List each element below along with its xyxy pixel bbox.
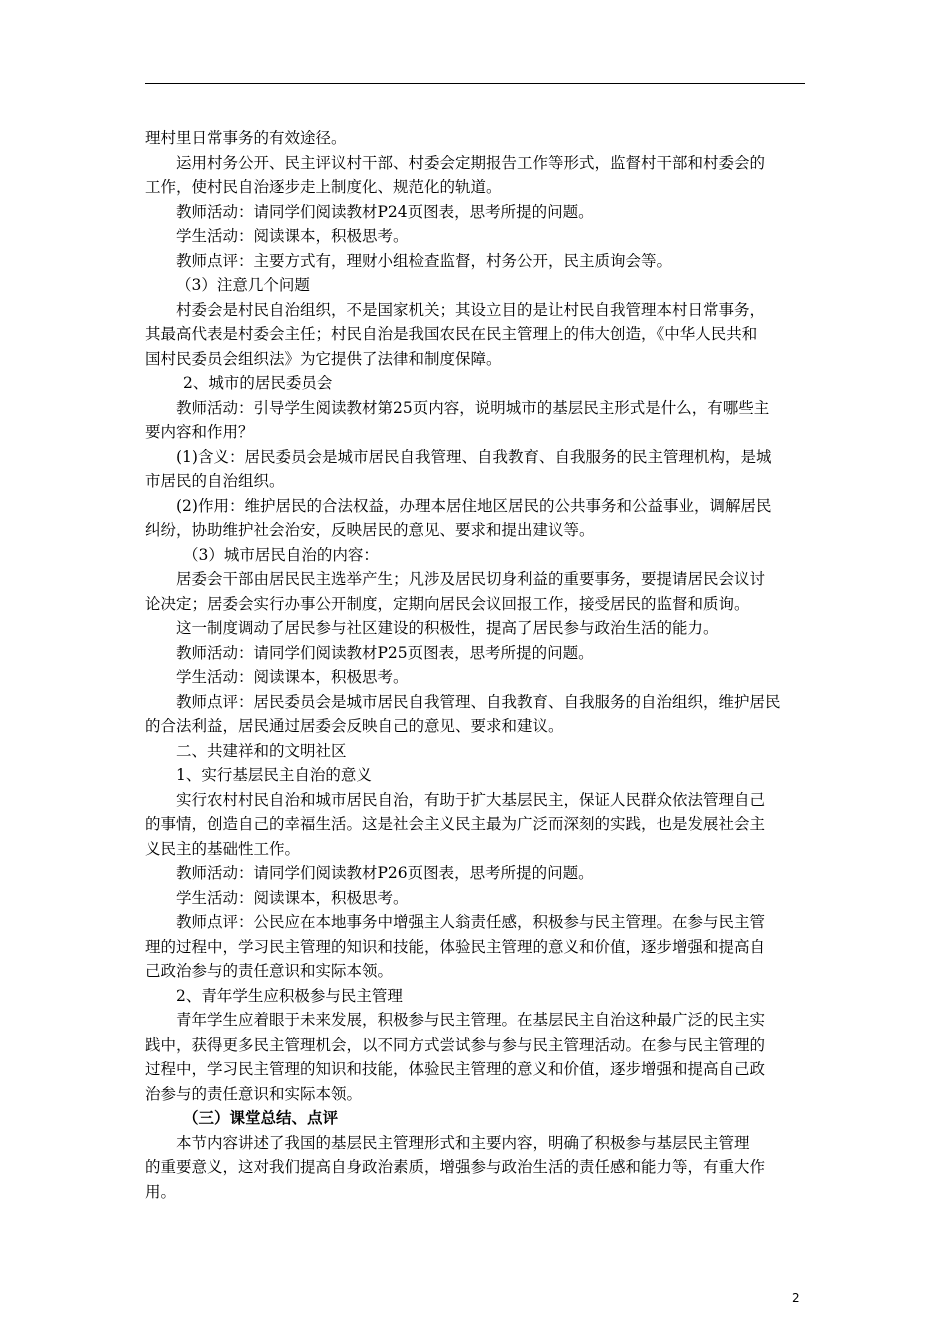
text-line: （3）城市居民自治的内容： xyxy=(183,545,379,564)
text-line: 己政治参与的责任意识和实际本领。 xyxy=(145,962,394,980)
text-line: 理村里日常事务的有效途径。 xyxy=(145,129,347,147)
text-line: 教师点评：主要方式有，理财小组检查监督，村务公开，民主质询会等。 xyxy=(176,251,673,270)
text-line: 纠纷，协助维护社会治安，反映居民的意见、要求和提出建议等。 xyxy=(145,521,595,539)
text-line: 教师活动：引导学生阅读教材第25页内容，说明城市的基层民主形式是什么，有哪些主 xyxy=(176,398,770,417)
text-line: 的事情，创造自己的幸福生活。这是社会主义民主最为广泛而深刻的实践，也是发展社会主 xyxy=(145,815,766,833)
text-line: 居委会干部由居民民主选举产生；凡涉及居民切身利益的重要事务，要提请居民会议讨 xyxy=(176,570,766,588)
text-line: 践中，获得更多民主管理机会，以不同方式尝试参与参与民主管理活动。在参与民主管理的 xyxy=(145,1035,766,1054)
page-number: 2 xyxy=(792,1291,800,1305)
text-line: 运用村务公开、民主评议村干部、村委会定期报告工作等形式，监督村干部和村委会的 xyxy=(176,153,766,172)
text-line: 论决定；居委会实行办事公开制度，定期向居民会议回报工作，接受居民的监督和质询。 xyxy=(145,594,750,613)
text-line: 教师活动：请同学们阅读教材P25页图表，思考所提的问题。 xyxy=(176,643,594,662)
header-rule xyxy=(145,83,805,84)
text-line: （3）注意几个问题 xyxy=(176,276,310,294)
text-line: 学生活动：阅读课本，积极思考。 xyxy=(176,227,409,245)
text-line: 青年学生应着眼于未来发展，积极参与民主管理。在基层民主自治这种最广泛的民主实 xyxy=(176,1011,766,1029)
section-heading: 二、共建祥和的文明社区 xyxy=(176,741,347,760)
text-line: 其最高代表是村委会主任；村民自治是我国农民在民主管理上的伟大创造，《中华人民共和 xyxy=(145,325,758,343)
section-heading: 2、青年学生应积极参与民主管理 xyxy=(176,986,403,1005)
text-line: 教师点评：公民应在本地事务中增强主人翁责任感，积极参与民主管理。在参与民主管 xyxy=(176,913,766,931)
text-line: 学生活动：阅读课本，积极思考。 xyxy=(176,668,409,686)
text-line: 本节内容讲述了我国的基层民主管理形式和主要内容，明确了积极参与基层民主管理 xyxy=(176,1133,750,1152)
section-heading: 2、城市的居民委员会 xyxy=(183,374,333,392)
text-line: 学生活动：阅读课本，积极思考。 xyxy=(176,888,409,907)
text-line: (2)作用：维护居民的合法权益，办理本居住地区居民的公共事务和公益事业，调解居民 xyxy=(176,496,772,515)
text-line: 用。 xyxy=(145,1182,177,1201)
text-line: 治参与的责任意识和实际本领。 xyxy=(145,1084,363,1103)
text-line: 工作，使村民自治逐步走上制度化、规范化的轨道。 xyxy=(145,178,502,196)
section-heading: （三）课堂总结、点评 xyxy=(183,1108,339,1127)
text-line: 国村民委员会组织法》为它提供了法律和制度保障。 xyxy=(145,349,502,368)
text-line: 过程中，学习民主管理的知识和技能，体验民主管理的意义和价值，逐步增强和提高自己政 xyxy=(145,1060,766,1078)
text-line: 教师活动：请同学们阅读教材P24页图表，思考所提的问题。 xyxy=(176,202,594,221)
section-heading: 1、实行基层民主自治的意义 xyxy=(176,766,372,784)
text-line: 实行农村村民自治和城市居民自治，有助于扩大基层民主，保证人民群众依法管理自己 xyxy=(176,790,766,809)
text-line: 要内容和作用？ xyxy=(145,423,254,441)
document-body xyxy=(145,126,805,1204)
text-line: 义民主的基础性工作。 xyxy=(145,839,301,858)
text-line: 教师活动：请同学们阅读教材P26页图表，思考所提的问题。 xyxy=(176,864,594,882)
text-line: 的重要意义，这对我们提高自身政治素质，增强参与政治生活的责任感和能力等，有重大作 xyxy=(145,1158,766,1176)
text-line: 的合法利益，居民通过居委会反映自己的意见、要求和建议。 xyxy=(145,717,564,735)
text-line: 市居民的自治组织。 xyxy=(145,472,285,490)
text-line: (1)含义：居民委员会是城市居民自我管理、自我教育、自我服务的民主管理机构，是城 xyxy=(176,447,772,466)
text-line: 理的过程中，学习民主管理的知识和技能，体验民主管理的意义和价值，逐步增强和提高自 xyxy=(145,937,766,956)
text-line: 村委会是村民自治组织，不是国家机关；其设立目的是让村民自我管理本村日常事务， xyxy=(176,300,766,319)
text-line: 教师点评：居民委员会是城市居民自我管理、自我教育、自我服务的自治组织，维护居民 xyxy=(176,692,781,711)
text-line: 这一制度调动了居民参与社区建设的积极性，提高了居民参与政治生活的能力。 xyxy=(176,619,719,637)
